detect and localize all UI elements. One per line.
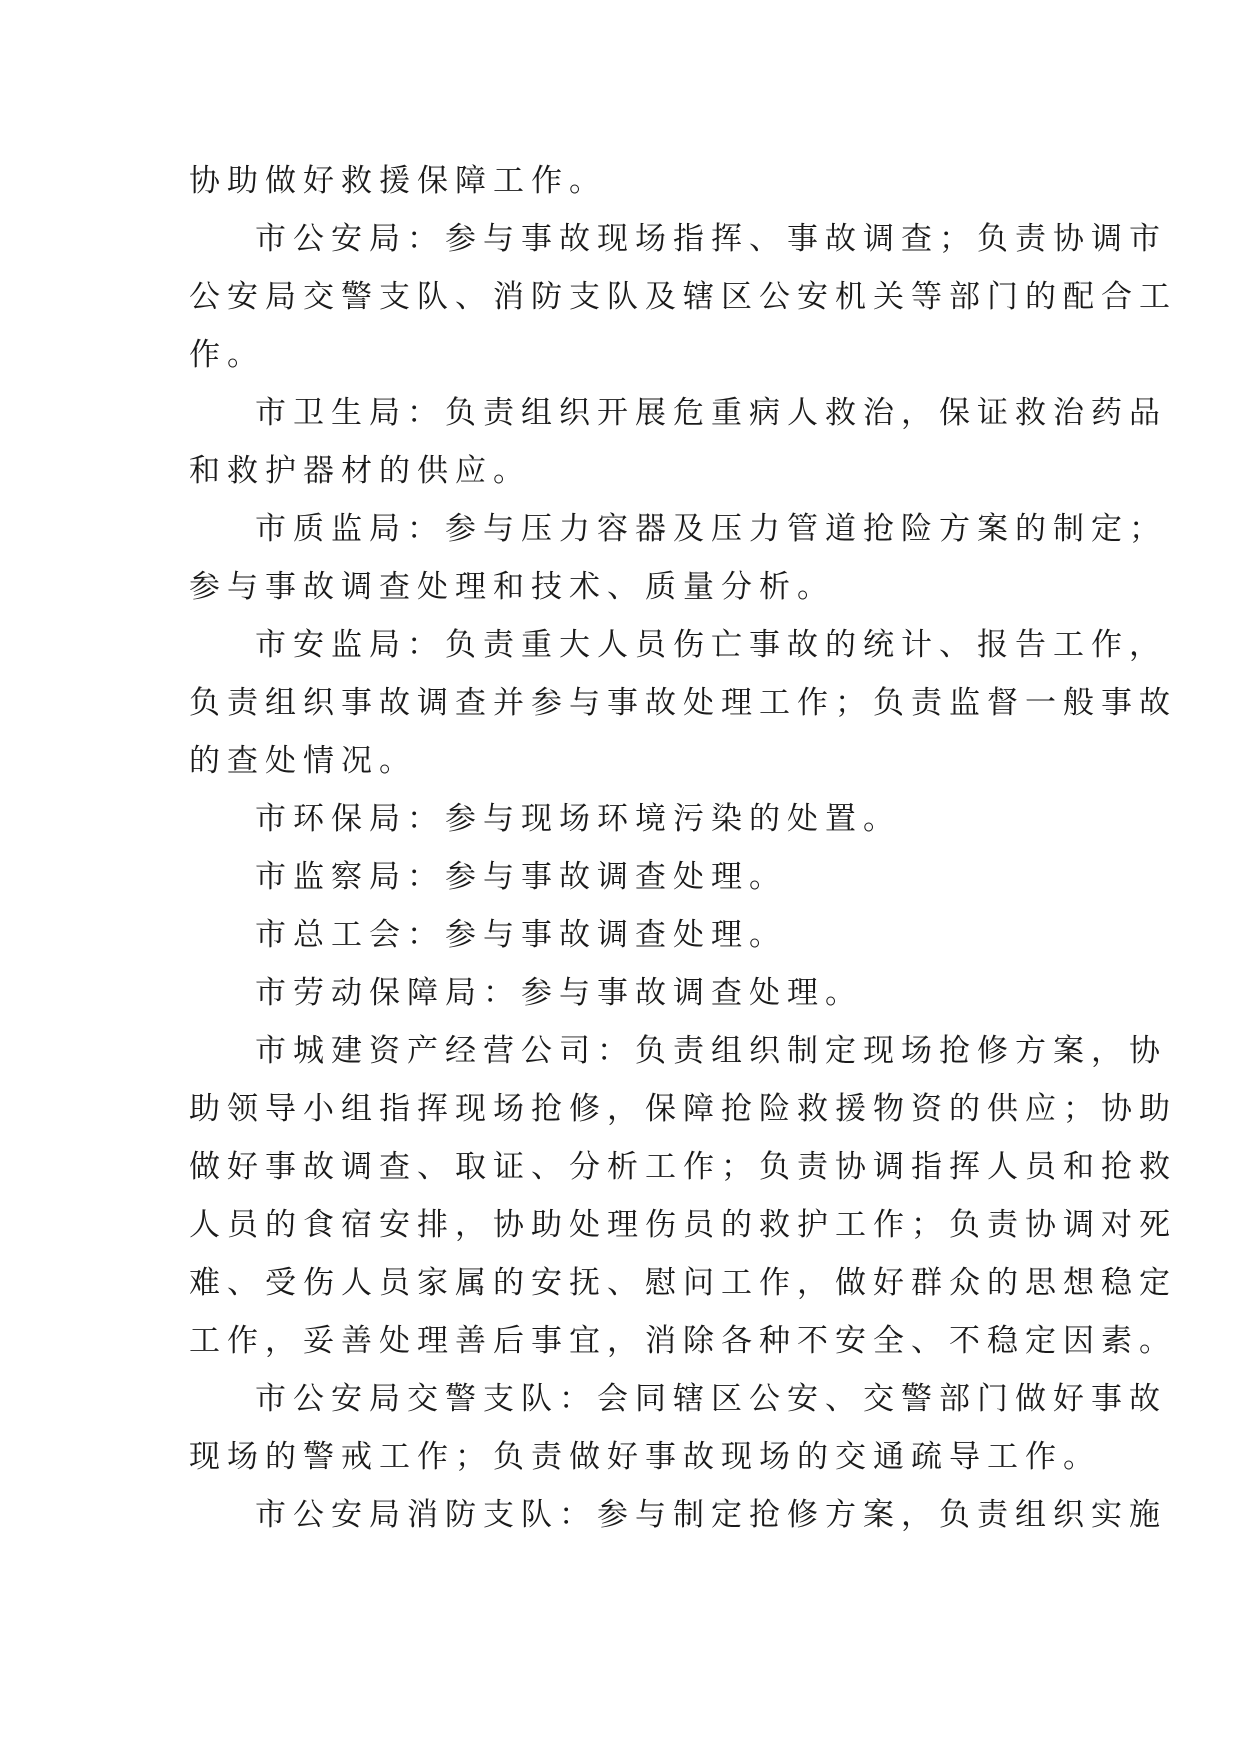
text-line: 参与事故调查处理和技术、质量分析。 <box>189 569 835 605</box>
text-line: 公安局交警支队、消防支队及辖区公安机关等部门的配合工 <box>189 279 1177 315</box>
text-line: 负责组织事故调查并参与事故处理工作；负责监督一般事故 <box>189 685 1177 721</box>
text-line: 助领导小组指挥现场抢修，保障抢险救援物资的供应；协助 <box>189 1091 1177 1127</box>
text-line: 作。 <box>189 337 265 373</box>
text-line: 市质监局：参与压力容器及压力管道抢险方案的制定； <box>255 511 1167 547</box>
text-line: 市环保局：参与现场环境污染的处置。 <box>255 801 901 837</box>
text-line: 市公安局：参与事故现场指挥、事故调查；负责协调市 <box>255 221 1167 257</box>
text-line: 市监察局：参与事故调查处理。 <box>255 859 787 895</box>
text-line: 市城建资产经营公司：负责组织制定现场抢修方案，协 <box>255 1033 1167 1069</box>
text-line: 市安监局：负责重大人员伤亡事故的统计、报告工作， <box>255 627 1167 663</box>
text-line: 现场的警戒工作；负责做好事故现场的交通疏导工作。 <box>189 1439 1101 1475</box>
text-line: 市公安局交警支队：会同辖区公安、交警部门做好事故 <box>255 1381 1167 1417</box>
text-line: 协助做好救援保障工作。 <box>189 163 607 199</box>
text-line: 市劳动保障局：参与事故调查处理。 <box>255 975 863 1011</box>
text-line: 人员的食宿安排，协助处理伤员的救护工作；负责协调对死 <box>189 1207 1177 1243</box>
text-line: 难、受伤人员家属的安抚、慰问工作，做好群众的思想稳定 <box>189 1265 1177 1301</box>
text-line: 市总工会：参与事故调查处理。 <box>255 917 787 953</box>
text-line: 做好事故调查、取证、分析工作；负责协调指挥人员和抢救 <box>189 1149 1177 1185</box>
body-text <box>189 152 1177 1544</box>
text-line: 工作，妥善处理善后事宜，消除各种不安全、不稳定因素。 <box>189 1323 1177 1359</box>
text-line: 和救护器材的供应。 <box>189 453 531 489</box>
text-line: 市卫生局：负责组织开展危重病人救治，保证救治药品 <box>255 395 1167 431</box>
text-line: 市公安局消防支队：参与制定抢修方案，负责组织实施 <box>255 1497 1167 1533</box>
text-line: 的查处情况。 <box>189 743 417 779</box>
